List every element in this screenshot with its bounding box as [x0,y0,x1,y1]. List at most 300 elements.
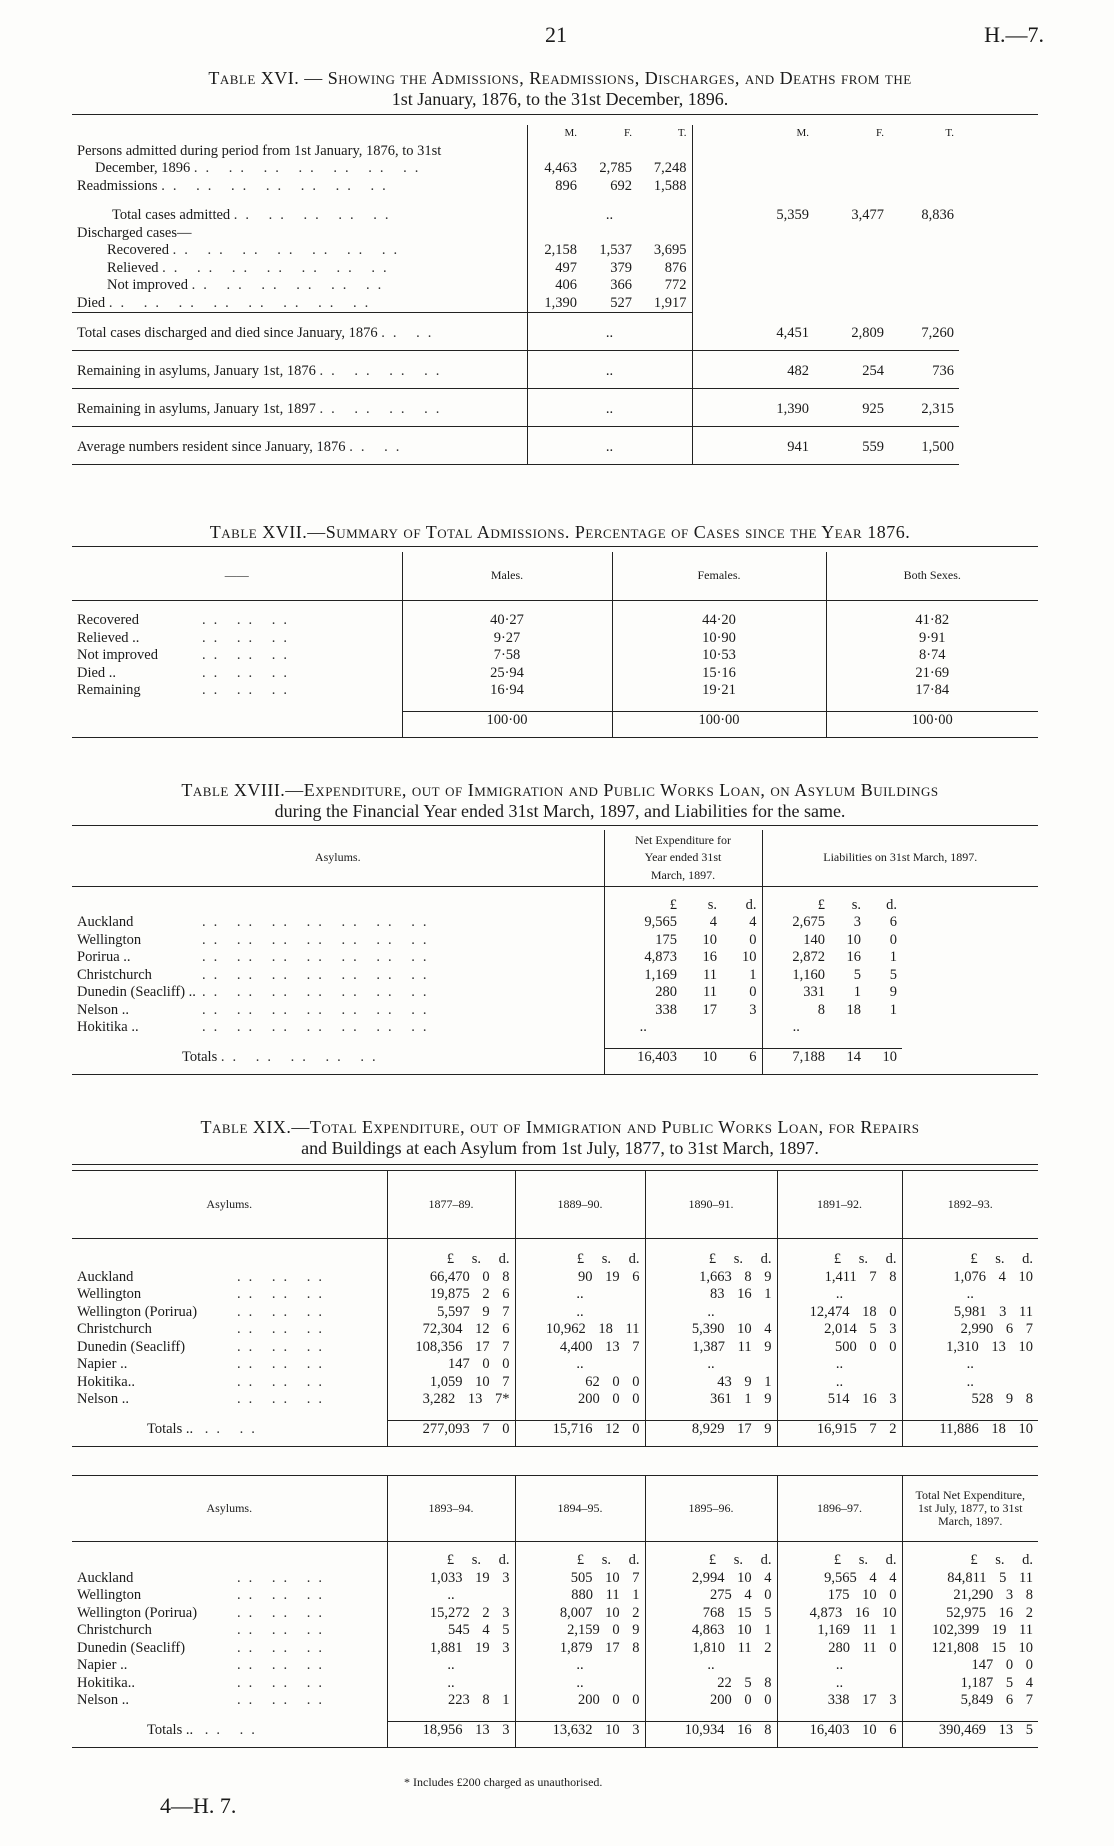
table-row [72,1002,1038,1020]
row-label: Christchurch .. .. .. .. .. .. .. [77,966,435,983]
footnote: * Includes £200 charged as unauthorised. [404,1775,603,1789]
value-cell: 1,310 13 10 [902,1339,1038,1357]
value-cell: 0 [889,931,897,948]
value-cell: 108,356 17 7 [387,1339,515,1357]
column-header: 1891–92. [777,1171,902,1239]
totals-row: 100·00 100·00 100·00 [72,712,1038,738]
row-label-text: Napier .. [77,1356,128,1372]
column-header: 1894–95. [515,1476,645,1542]
table-row: Total cases admitted .. .. .. .. .. .. 5,359 3,477 8,836 [112,207,954,223]
value-cell: 5,597 9 7 [387,1304,515,1322]
column-header: Total Net Expenditure, 1st July, 1877, to 31st March, 1897. [902,1476,1038,1542]
column-header: 1890–91. [645,1171,777,1239]
value-cell: 10·53 [612,647,826,665]
column-header: 1896–97. [777,1476,902,1542]
spacer [72,1409,387,1421]
page-number: 21 [545,22,567,47]
value-cell: 1,879 17 8 [515,1640,645,1658]
value-cell: 6 [889,914,897,930]
total-cell: 8,929 17 9 [645,1421,777,1447]
value-cell: .. [515,1657,645,1675]
rule [72,825,1038,826]
table16-subtitle: 1st January, 1876, to the 31st December, 1896. [391,89,729,109]
value-cell: 5,981 3 11 [902,1304,1038,1322]
value-cell: 41·82 [826,612,1038,630]
row-label: Auckland .. .. .. .. .. .. .. [77,914,435,930]
table-row [72,932,1038,950]
spacer [902,1710,1038,1722]
row-label: Hokitika.. .. .. .. [77,1373,330,1390]
value-cell: 880 11 1 [515,1587,645,1605]
row-label: Wellington .. .. .. [77,1286,330,1302]
row-label-text: Porirua .. [77,949,131,965]
table-row [72,1356,1038,1374]
row-label: Nelson .. .. .. .. [77,1391,330,1407]
value-cell: 7·58 [402,647,612,665]
table-row [72,1391,1038,1409]
value-cell: 2,994 10 4 [645,1570,777,1588]
value-cell: .. [645,1304,777,1322]
spacer [902,914,1038,932]
table17: —— Males. Females. Both Sexes. Recovered .. .. .. 40·27 44·20 41·82 Relieved .. .. .. .. 9·27 10·90 9·91 Not improved .. .. .. 7·58 10·53 8·74 Died .. .. .. .. 25·94 15·16 21·69 Remaining .. .. .. 16·94 19·21 17·84 100·00 100·00 100·00 [72,552,1038,738]
row-label: Wellington (Porirua) .. .. .. [77,1604,330,1621]
value-cell: 175 10 0 [777,1587,902,1605]
table-row: Persons admitted during period from 1st January, 1876, to 31st December, 1896 .. .. .. .. .. .. .. 4,463 2,785 7,248 [72,143,1038,178]
value-cell: 147 0 0 [902,1657,1038,1675]
row-label-text: Nelson .. [77,1001,129,1018]
value-cell: 4,873 [604,949,682,967]
spacer [645,1409,777,1421]
value-cell: 8·74 [826,647,1038,665]
row-label-text: Christchurch [77,1622,152,1638]
column-header: 1895–96. [645,1476,777,1542]
value-cell: 2,990 6 7 [902,1321,1038,1339]
spacer [902,984,1038,1002]
value-cell: 9·27 [402,630,612,648]
signature-code: 4—H. 7. [160,1793,237,1818]
value-cell: 17 [702,1001,717,1018]
page-header [0,22,1114,52]
spacer [902,967,1038,985]
value-cell: 8 [762,1002,830,1020]
value-cell: 361 1 9 [645,1391,777,1409]
table18-subtitle: during the Financial Year ended 31st March, 1897, and Liabilities for the same. [274,801,846,821]
value-cell: 4,873 16 10 [777,1605,902,1623]
spacer [515,1710,645,1722]
value-cell: 5,390 10 4 [645,1321,777,1339]
table-row [72,914,1038,932]
value-cell: 9 [889,984,897,1000]
value-cell: 3,282 13 7* [387,1391,515,1409]
table16: M. F. T. M. F. T. Persons admitted during period from 1st January, 1876, to 31st December, 1896 .. .. .. .. .. .. .. 4,463 2,785 7,248 Readmissions .. .. .. .. .. .. .. 896 692 1,588 Total cases admitted .. .. .. .. .. .. 5,359 3,477 8,836 Discharged cases— Recovered .. .. .. .. .. .. .. 2,158 1,537 3,695 Relieved .. .. .. .. .. .. .. 497 379 876 Not improved .. .. .. .. .. .. 406 366 772 Died .. .. .. .. .. .. .. .. 1,390 527 1,917 Total cases discharged and died since January, 1876 .. .. .. 4,451 2,809 7,260 Remaining in asylums, January 1st, 1876 .. .. .. .. .. 482 254 736 Remaining in asylums, January 1st, 1897 .. .. .. .. .. 1,390 925 2,315 Average numbers resident since January, 1876 .. .. .. 941 559 1,500 [72,125,1038,465]
lsd-header: £ s. d. [902,1239,1038,1269]
value-cell: 25·94 [402,665,612,683]
row-label-text: Died .. [77,664,117,681]
row-label-text: Christchurch [77,1321,152,1337]
value-cell: 2,675 [762,914,830,932]
lsd-header: £ s. d. [777,1239,902,1269]
value-cell: 1 [889,1001,897,1018]
row-label: Dunedin (Seacliff) .. .. .. .. .. .. .. .. [77,984,435,1000]
value-cell: .. [515,1304,645,1322]
table-row [72,1640,1038,1658]
spacer [777,1710,902,1722]
value-cell: .. [604,1019,682,1037]
value-cell: 545 4 5 [387,1622,515,1640]
value-cell: 40·27 [402,612,612,630]
column-header: 1892–93. [902,1171,1038,1239]
row-label-text: Remaining [77,682,141,698]
value-cell [722,1019,762,1037]
value-cell [682,1019,722,1037]
row-label-text: Relieved .. [77,629,140,646]
value-cell: .. [387,1657,515,1675]
row-label: Dunedin (Seacliff) .. .. .. [77,1338,330,1355]
row-label: Napier .. .. .. .. [77,1657,330,1673]
row-label-text: Auckland [77,1569,134,1586]
row-label-text: Auckland [77,914,134,930]
table17-title: Table XVII.—Summary of Total Admissions. Percentage of Cases since the Year 1876. [209,522,911,542]
column-header: Asylums. [72,1476,387,1542]
value-cell: 21,290 3 8 [902,1587,1038,1605]
value-cell: .. [777,1374,902,1392]
value-cell: 1,881 19 3 [387,1640,515,1658]
value-cell: 10 [702,931,717,948]
value-cell [830,1019,866,1037]
value-cell: 280 [604,984,682,1002]
row-label-text: Hokitika .. [77,1019,139,1035]
value-cell: 275 4 0 [645,1587,777,1605]
totals-row [72,1722,1038,1748]
value-cell: 4 [709,914,717,930]
value-cell: 1,169 [604,967,682,985]
value-cell: 4 [749,914,757,930]
value-cell: 4,863 10 1 [645,1622,777,1640]
table-row [72,1622,1038,1640]
value-cell: 9,565 4 4 [777,1570,902,1588]
value-cell: 0 [749,984,757,1000]
table-row [72,665,1038,683]
value-cell: 331 [762,984,830,1002]
table-row [72,1587,1038,1605]
value-cell: 52,975 16 2 [902,1605,1038,1623]
value-cell: 2,159 0 9 [515,1622,645,1640]
lsd-header: £ s. d. [387,1239,515,1269]
total-cell: 390,469 13 5 [902,1722,1038,1748]
value-cell: .. [645,1657,777,1675]
value-cell: 10 [846,931,861,948]
table-row [72,647,1038,665]
value-cell: 1 [749,966,757,983]
totals-row [72,1421,1038,1447]
column-header: Asylums. [72,1171,387,1239]
value-cell: 200 0 0 [515,1692,645,1710]
row-label: Wellington .. .. .. .. .. .. .. [77,931,435,948]
row-label-text: Nelson .. [77,1692,129,1708]
value-cell: 140 [762,932,830,950]
value-cell: .. [777,1286,902,1304]
total-cell: 277,093 7 0 [387,1421,515,1447]
value-cell: 43 9 1 [645,1374,777,1392]
value-cell: 505 10 7 [515,1570,645,1588]
row-label-text: Christchurch [77,966,152,983]
value-cell: 22 5 8 [645,1675,777,1693]
value-cell: .. [515,1286,645,1304]
total-cell: 15,716 12 0 [515,1421,645,1447]
value-cell: 11 [703,984,717,1000]
value-cell: 12,474 18 0 [777,1304,902,1322]
spacer [387,1710,515,1722]
table-row: Total cases discharged and died since January, 1876 .. .. .. 4,451 2,809 7,260 [72,325,1038,351]
total-cell: 10,934 16 8 [645,1722,777,1748]
value-cell: 1,663 8 9 [645,1269,777,1287]
value-cell: 44·20 [612,612,826,630]
value-cell: 1,187 5 4 [902,1675,1038,1693]
table-row [72,1570,1038,1588]
row-label-text: Wellington (Porirua) [77,1604,198,1621]
table-row [72,1321,1038,1339]
value-cell: .. [645,1356,777,1374]
rule [72,1164,1038,1165]
value-cell: 121,808 15 10 [902,1640,1038,1658]
spacer [902,1019,1038,1037]
row-label: Nelson .. .. .. .. .. .. .. .. [77,1001,435,1018]
spacer [515,1409,645,1421]
value-cell: 84,811 5 11 [902,1570,1038,1588]
totals-label: Totals .. .. .. [72,1421,387,1447]
value-cell: 1,059 10 7 [387,1374,515,1392]
table16-title: Table XVI. — Showing the Admissions, Readmissions, Discharges, and Deaths from the [208,68,912,88]
value-cell: 1,160 [762,967,830,985]
value-cell: .. [387,1587,515,1605]
lsd-header: £ s. d. [645,1542,777,1570]
value-cell: 147 0 0 [387,1356,515,1374]
value-cell: 2,014 5 3 [777,1321,902,1339]
table-row [72,1374,1038,1392]
row-label: Napier .. .. .. .. [77,1356,330,1372]
spacer [777,1409,902,1421]
value-cell: 1 [853,984,861,1000]
row-label-text: Dunedin (Seacliff) [77,1639,186,1656]
value-cell: 500 0 0 [777,1339,902,1357]
value-cell: 102,399 19 11 [902,1622,1038,1640]
value-cell: 2,872 [762,949,830,967]
value-cell: 0 [749,931,757,948]
spacer [72,1239,387,1269]
table-row [72,1269,1038,1287]
totals-label: Totals .. .. .. [72,1722,387,1748]
table-row [72,984,1038,1002]
row-label-text: Nelson .. [77,1391,129,1407]
value-cell: 9·91 [826,630,1038,648]
value-cell: 15·16 [612,665,826,683]
total-cell: 18,956 13 3 [387,1722,515,1748]
value-cell: 528 9 8 [902,1391,1038,1409]
spacer [902,1002,1038,1020]
value-cell: 5 [889,966,897,983]
spacer [387,1409,515,1421]
lsd-header: £ s. d. [902,1542,1038,1570]
row-label: Recovered .. .. .. [77,612,295,628]
row-label: Auckland .. .. .. [77,1268,330,1285]
row-label-text: Hokitika.. [77,1373,135,1390]
table-row [72,1657,1038,1675]
row-label: Hokitika.. .. .. .. [77,1674,330,1691]
row-label: Relieved .. .. .. .. [77,629,295,646]
totals-label-text: Totals .. [147,1420,194,1437]
spacer [72,1710,387,1722]
value-cell: 200 0 0 [515,1391,645,1409]
table-row [72,1304,1038,1322]
column-header: 1893–94. [387,1476,515,1542]
row-label: Wellington (Porirua) .. .. .. [77,1303,330,1320]
value-cell: .. [902,1286,1038,1304]
value-cell: 1,387 11 9 [645,1339,777,1357]
value-cell: 90 19 6 [515,1269,645,1287]
table-row [72,682,1038,700]
row-label-text: Dunedin (Seacliff) [77,1338,186,1355]
value-cell: 223 8 1 [387,1692,515,1710]
table-row: Remaining in asylums, January 1st, 1897 .. .. .. .. .. 1,390 925 2,315 [72,401,1038,427]
lsd-header: £ s. d. [777,1542,902,1570]
row-label-text: Wellington [77,1587,142,1603]
column-header: 1889–90. [515,1171,645,1239]
table-row [72,1675,1038,1693]
spacer [72,1542,387,1570]
row-label-text: Wellington [77,931,142,948]
row-label-text: Wellington [77,1286,142,1302]
lsd-header: £ s. d. [515,1239,645,1269]
row-label: Christchurch .. .. .. [77,1622,330,1638]
value-cell: 15,272 2 3 [387,1605,515,1623]
spacer [902,932,1038,950]
row-label-text: Auckland [77,1268,134,1285]
value-cell: 62 0 0 [515,1374,645,1392]
value-cell: 21·69 [826,665,1038,683]
spacer [902,1409,1038,1421]
value-cell: 4,400 13 7 [515,1339,645,1357]
value-cell: 1,810 11 2 [645,1640,777,1658]
value-cell: 280 11 0 [777,1640,902,1658]
value-cell: .. [762,1019,830,1037]
total-cell: 13,632 10 3 [515,1722,645,1748]
table18: Asylums. Net Expenditure for Year ended 31st March, 1897. Liabilities on 31st March, 1897. £ s. d. £ s. d. Auckland .. .. .. .. .. .. .. 9,565 4 4 2,675 3 6 Wellington .. .. .. .. .. .. .. 175 10 0 140 10 0 Porirua .. .. .. .. .. .. .. .. 4,873 16 10 2,872 16 1 Christchurch .. .. .. .. .. .. .. 1,169 11 1 1,160 5 5 Dunedin (Seacliff) .. .. .. .. .. .. .. .. 280 11 0 331 1 9 Nelson .. .. .. .. .. .. .. .. 338 17 3 8 18 1 Hokitika .. .. .. .. .. .. .. .. .. .. Totals .. .. .. .. .. 16,403 10 6 7,188 14 10 [72,830,1038,1075]
spacer [645,1710,777,1722]
value-cell: 10 [742,949,757,965]
table-row [72,1605,1038,1623]
table19b [72,1475,1038,1748]
value-cell: .. [902,1374,1038,1392]
table-row: Average numbers resident since January, 1876 .. .. .. 941 559 1,500 [72,439,1038,465]
row-label: Christchurch .. .. .. [77,1321,330,1337]
row-label: Auckland .. .. .. [77,1569,330,1586]
lsd-header: £ s. d. [515,1542,645,1570]
row-label-text: Wellington (Porirua) [77,1303,198,1320]
lsd-header: £ s. d. [387,1542,515,1570]
value-cell: .. [515,1675,645,1693]
value-cell: 338 [604,1002,682,1020]
value-cell: 1,169 11 1 [777,1622,902,1640]
value-cell: 16 [702,949,717,965]
table-row [72,1019,1038,1037]
row-label: Dunedin (Seacliff) .. .. .. [77,1639,330,1656]
value-cell: 8,007 10 2 [515,1605,645,1623]
value-cell: .. [777,1657,902,1675]
row-label: Remaining .. .. .. [77,682,295,698]
lsd-header: £ s. d. [645,1239,777,1269]
value-cell: 3 [749,1001,757,1018]
value-cell: 10,962 18 11 [515,1321,645,1339]
value-cell: 1,076 4 10 [902,1269,1038,1287]
value-cell: 5,849 6 7 [902,1692,1038,1710]
value-cell: 18 [846,1001,861,1018]
spacer [902,949,1038,967]
value-cell: 66,470 0 8 [387,1269,515,1287]
table-row [72,1286,1038,1304]
table-row [72,1339,1038,1357]
value-cell: 10·90 [612,630,826,648]
totals-row: Totals .. .. .. .. .. 16,403 10 6 7,188 14 10 [72,1049,1038,1075]
rule [72,546,1038,547]
column-header: 1877–89. [387,1171,515,1239]
value-cell [866,1019,902,1037]
value-cell: .. [515,1356,645,1374]
row-label: Nelson .. .. .. .. [77,1692,330,1708]
total-cell: 16,403 10 6 [777,1722,902,1748]
table-row [72,630,1038,648]
table-row [72,949,1038,967]
value-cell: .. [777,1356,902,1374]
value-cell: 1,033 19 3 [387,1570,515,1588]
value-cell: 19·21 [612,682,826,700]
value-cell: 1 [889,949,897,965]
total-cell: 11,886 18 10 [902,1421,1038,1447]
table19a [72,1170,1038,1447]
row-label-text: Recovered [77,612,139,628]
row-label: Hokitika .. .. .. .. .. .. .. .. [77,1019,435,1035]
value-cell: 200 0 0 [645,1692,777,1710]
value-cell: 514 16 3 [777,1391,902,1409]
table-row: Recovered .. .. .. .. .. .. .. 2,158 1,537 3,695 [72,242,1038,260]
value-cell: 19,875 2 6 [387,1286,515,1304]
row-label-text: Napier .. [77,1657,128,1673]
row-label-text: Dunedin (Seacliff) .. [77,984,196,1000]
value-cell: 175 [604,932,682,950]
row-label: Wellington .. .. .. [77,1587,330,1603]
value-cell: 72,304 12 6 [387,1321,515,1339]
row-label-text: Not improved [77,647,158,663]
rule [72,114,1038,115]
value-cell: 5 [853,966,861,983]
row-label-text: Hokitika.. [77,1674,135,1691]
row-label: Not improved .. .. .. [77,647,295,663]
value-cell: .. [777,1675,902,1693]
value-cell: 83 16 1 [645,1286,777,1304]
value-cell: 16·94 [402,682,612,700]
table-row: Relieved .. .. .. .. .. .. .. 497 379 876 [72,260,1038,278]
value-cell: 768 15 5 [645,1605,777,1623]
table18-title: Table XVIII.—Expenditure, out of Immigration and Public Works Loan, on Asylum Buildings [181,780,939,800]
row-label: Porirua .. .. .. .. .. .. .. .. [77,949,435,965]
table-row: Remaining in asylums, January 1st, 1876 .. .. .. .. .. 482 254 736 [72,363,1038,389]
value-cell: 338 17 3 [777,1692,902,1710]
value-cell: 16 [846,949,861,965]
row-label: Died .. .. .. .. [77,664,295,681]
table19-title: Table XIX.—Total Expenditure, out of Immigration and Public Works Loan, for Repairs [200,1117,920,1137]
table19-subtitle: and Buildings at each Asylum from 1st July, 1877, to 31st March, 1897. [301,1138,819,1158]
table-row: Not improved .. .. .. .. .. .. 406 366 772 [72,277,1038,295]
value-cell: .. [387,1675,515,1693]
